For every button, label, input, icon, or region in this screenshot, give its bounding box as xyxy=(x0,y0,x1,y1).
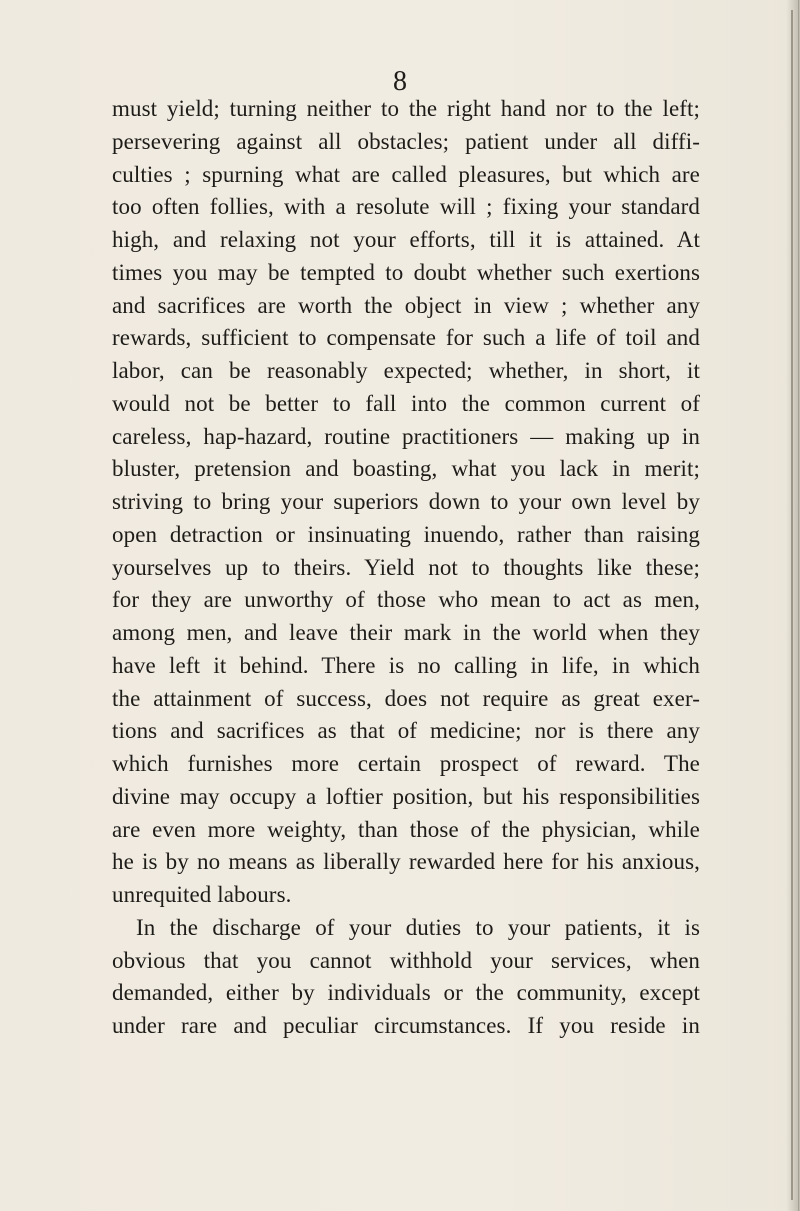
text-line: for they are unworthy of those who mean to act as men, xyxy=(112,587,700,613)
body-text xyxy=(112,93,700,1043)
text-line: tions and sacrifices as that of medicine; nor is there any xyxy=(112,718,700,744)
text-line: which furnishes more certain prospect of reward. The xyxy=(112,751,700,776)
text-line: bluster, pretension and boasting, what you lack in merit; xyxy=(112,456,700,482)
text-line: rewards, sufficient to compensate for such a life of toil and xyxy=(112,325,700,351)
page-edge-border xyxy=(798,0,799,1211)
text-line: culties ; spurning what are called pleasures, but which are xyxy=(112,161,700,187)
page-number: 8 xyxy=(393,66,407,97)
text-line: divine may occupy a loftier position, but his responsibilities xyxy=(112,783,700,809)
paragraph-start-line: In the discharge of your duties to your patients, it is xyxy=(136,914,700,940)
text-line: open detraction or insinuating inuendo, rather than raising xyxy=(112,521,700,547)
page-edge-line xyxy=(791,10,793,1200)
text-line: must yield; turning neither to the right hand nor to the left; xyxy=(112,96,700,121)
text-line: obvious that you cannot withhold your services, when xyxy=(112,947,700,973)
text-line: demanded, either by individuals or the community, except xyxy=(112,980,700,1006)
text-line: have left it behind. There is no calling in life, in which xyxy=(112,652,700,678)
text-line: persevering against all obstacles; patient under all diffi- xyxy=(112,128,700,154)
text-line: under rare and peculiar circumstances. If you reside in xyxy=(112,1013,700,1038)
text-line: labor, can be reasonably expected; whether, in short, it xyxy=(112,358,700,383)
text-line: careless, hap-hazard, routine practitioners — making up in xyxy=(112,423,700,449)
text-line: times you may be tempted to doubt whether such exertions xyxy=(112,259,700,285)
text-line: striving to bring your superiors down to your own level by xyxy=(112,489,700,514)
text-line: are even more weighty, than those of the physician, while xyxy=(112,816,700,842)
text-line: he is by no means as liberally rewarded here for his anxious, xyxy=(112,849,700,875)
paragraph-end-line: unrequited labours. xyxy=(112,882,292,907)
text-line: among men, and leave their mark in the world when they xyxy=(112,620,700,645)
text-line: high, and relaxing not your efforts, till it is attained. At xyxy=(112,227,700,252)
text-line: too often follies, with a resolute will ; fixing your standard xyxy=(112,194,700,220)
text-line: yourselves up to theirs. Yield not to thoughts like these; xyxy=(112,554,700,580)
text-line: would not be better to fall into the common current of xyxy=(112,390,700,416)
text-line: the attainment of success, does not require as great exer- xyxy=(112,685,700,711)
text-line: and sacrifices are worth the object in view ; whether any xyxy=(112,292,700,318)
